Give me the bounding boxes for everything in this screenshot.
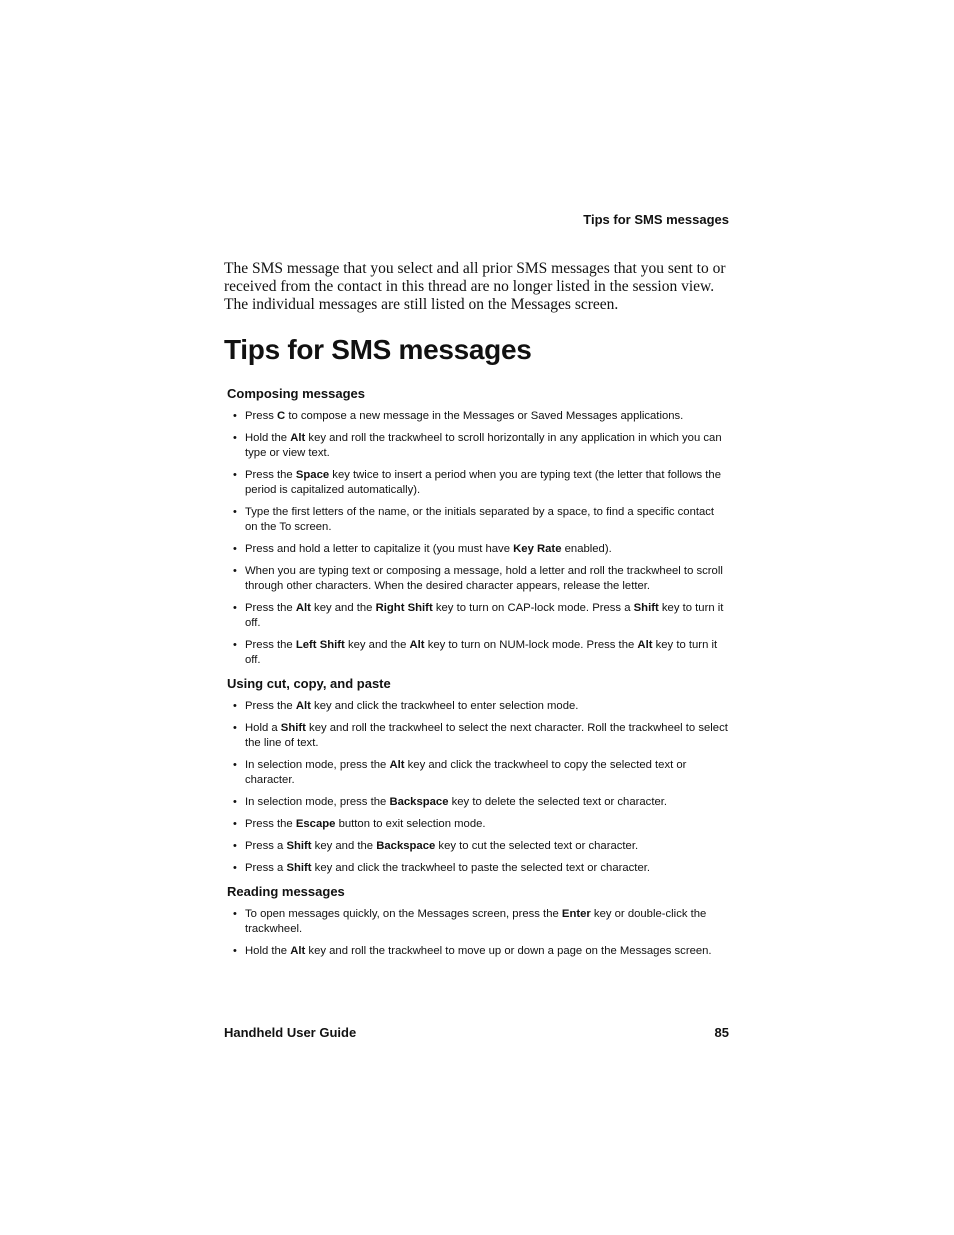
key-name: Key Rate (513, 543, 562, 555)
key-name: Right Shift (375, 602, 433, 614)
bullet-icon: • (233, 602, 237, 614)
list-item: • Press the Escape button to exit selection mode. (233, 818, 486, 830)
page-title: Tips for SMS messages (224, 334, 532, 365)
key-name: Alt (290, 432, 306, 444)
bullet-icon: • (233, 410, 237, 422)
key-name: C (277, 410, 286, 422)
list-item: • Type the first letters of the name, or the initials separated by a space, to find a specific contact on the To screen. (233, 506, 715, 533)
section-heading: Reading messages (227, 884, 345, 899)
footer-guide-title: Handheld User Guide (224, 1025, 357, 1040)
list-item: • Press C to compose a new message in the Messages or Saved Messages applications. (233, 410, 684, 422)
bullet-icon: • (233, 469, 237, 481)
list-item: • In selection mode, press the Alt key and click the trackwheel to copy the selected text or character. (233, 759, 687, 786)
key-name: Space (295, 469, 330, 481)
key-name: Shift (633, 602, 659, 614)
key-name: Shift (286, 862, 312, 874)
bullet-icon: • (233, 543, 237, 555)
bullet-list (227, 907, 729, 959)
bullet-icon: • (233, 639, 237, 651)
key-name: Shift (280, 722, 306, 734)
page-number: 85 (714, 1025, 729, 1040)
key-name: Escape (295, 818, 336, 830)
bullet-icon: • (233, 432, 237, 444)
bullet-icon: • (233, 506, 237, 518)
key-name: Alt (295, 700, 311, 712)
running-header: Tips for SMS messages (583, 212, 729, 227)
bullet-icon: • (233, 840, 237, 852)
list-item: • When you are typing text or composing a message, hold a letter and roll the trackwheel to scroll through other characters. When the desired character appears, release the letter. (233, 565, 723, 592)
bullet-icon: • (233, 565, 237, 577)
key-name: Alt (637, 639, 653, 651)
bullet-icon: • (233, 945, 237, 957)
bullet-icon: • (233, 759, 237, 771)
tips-content (227, 385, 729, 966)
list-item: • In selection mode, press the Backspace key to delete the selected text or character. (233, 796, 668, 808)
bullet-icon: • (233, 722, 237, 734)
list-item: • Press the Alt key and click the trackwheel to enter selection mode. (233, 700, 579, 712)
key-name: Alt (389, 759, 405, 771)
key-name: Alt (290, 945, 306, 957)
key-name: Left Shift (295, 639, 345, 651)
key-name: Backspace (389, 796, 449, 808)
list-item: • Hold a Shift key and roll the trackwheel to select the next character. Roll the trackwheel to select the line of text. (233, 722, 728, 749)
bullet-icon: • (233, 796, 237, 808)
key-name: Backspace (376, 840, 436, 852)
key-name: Alt (295, 602, 311, 614)
key-name: Shift (286, 840, 312, 852)
list-item: • Hold the Alt key and roll the trackwheel to move up or down a page on the Messages screen. (233, 945, 712, 957)
bullet-list (227, 409, 729, 668)
bullet-list (227, 699, 729, 876)
key-name: Alt (409, 639, 425, 651)
list-item: • Hold the Alt key and roll the trackwheel to scroll horizontally in any application in which you can type or view text. (233, 432, 722, 459)
key-name: Enter (561, 908, 591, 920)
section-heading: Using cut, copy, and paste (227, 676, 391, 691)
list-item: • Press a Shift key and click the trackwheel to paste the selected text or character. (233, 862, 651, 874)
bullet-icon: • (233, 818, 237, 830)
list-item: • Press the Space key twice to insert a period when you are typing text (the letter that follows the period is capitalized automatically). (233, 469, 721, 496)
section-heading: Composing messages (227, 386, 365, 401)
bullet-icon: • (233, 700, 237, 712)
list-item: • Press and hold a letter to capitalize it (you must have Key Rate enabled). (233, 543, 612, 555)
list-item: • To open messages quickly, on the Messages screen, press the Enter key or double-click the trackwheel. (233, 908, 707, 935)
list-item: • Press the Left Shift key and the Alt key to turn on NUM-lock mode. Press the Alt key to turn it off. (233, 639, 718, 666)
list-item: • Press a Shift key and the Backspace key to cut the selected text or character. (233, 840, 639, 852)
bullet-icon: • (233, 908, 237, 920)
bullet-icon: • (233, 862, 237, 874)
intro-paragraph: The SMS message that you select and all prior SMS messages that you sent to or received from the contact in this thread are no longer listed in the session view. The individual messages are still listed on the Messages screen. (224, 260, 726, 313)
list-item: • Press the Alt key and the Right Shift key to turn on CAP-lock mode. Press a Shift key to turn it off. (233, 602, 724, 629)
